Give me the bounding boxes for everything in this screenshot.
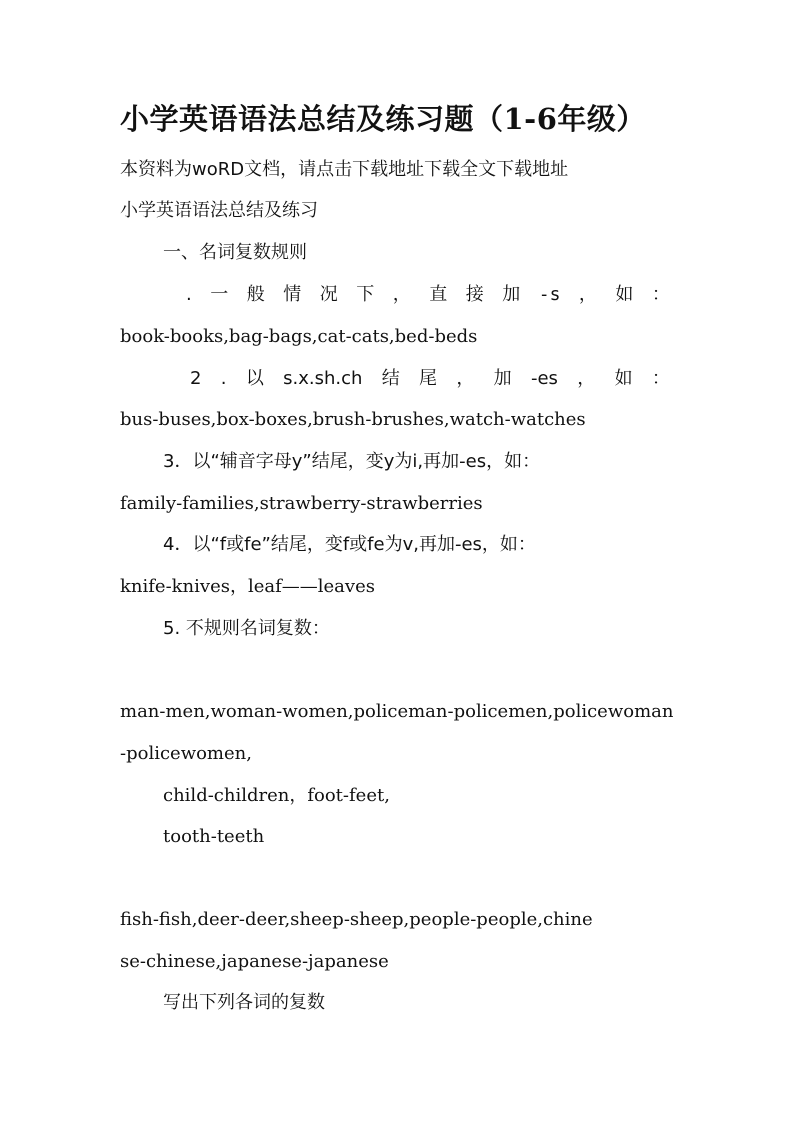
- rule2-token: s.x.sh.ch: [283, 368, 363, 389]
- rule1-token: -s: [538, 284, 561, 305]
- rule5-examples-line6: se-chinese,japanese-japanese: [120, 951, 389, 972]
- rule1-token: 般: [246, 284, 265, 305]
- rule2-token: -es: [530, 368, 558, 389]
- rule1-examples: book-books,bag-bags,cat-cats,bed-beds: [120, 326, 478, 347]
- rule2-token: ，: [577, 368, 596, 389]
- rule4-text: 4．以“f或fe”结尾，变f或fe为v,再加-es，如：: [163, 534, 536, 555]
- rule2-token: 2: [190, 368, 202, 389]
- rule1-line: [186, 283, 670, 307]
- rule2-token: 结: [381, 368, 400, 389]
- rule1-token: 接: [465, 284, 484, 305]
- rule5-examples-line5: fish-fish,deer-deer,sheep-sheep,people-people,chine: [120, 909, 593, 930]
- subtitle: 小学英语语法总结及练习: [120, 200, 318, 221]
- rule1-token: 下: [356, 284, 375, 305]
- section1-heading: 一、名词复数规则: [163, 242, 307, 263]
- rule1-token: 加: [502, 284, 521, 305]
- rule1-token: 如: [615, 284, 634, 305]
- rule3-examples: family-families,strawberry-strawberries: [120, 493, 483, 514]
- rule2-token: 以: [245, 368, 264, 389]
- exercise-heading: 写出下列各词的复数: [163, 992, 325, 1013]
- rule2-token: ：: [651, 368, 670, 389]
- rule1-token: ：: [651, 284, 670, 305]
- rule2-token: 尾: [419, 368, 438, 389]
- rule5-examples-line4: tooth-teeth: [163, 826, 265, 847]
- rule1-token: 一: [210, 284, 229, 305]
- document-title: 小学英语语法总结及练习题（1-6年级）: [120, 102, 646, 136]
- rule2-token: 加: [493, 368, 512, 389]
- rule1-token: ，: [578, 284, 597, 305]
- rule1-token: .: [186, 284, 192, 305]
- rule2-token: .: [220, 368, 227, 389]
- rule1-token: 直: [429, 284, 448, 305]
- rule2-line: [190, 367, 670, 391]
- rule1-token: 情: [283, 284, 302, 305]
- rule5-examples-line2: -policewomen,: [120, 743, 252, 764]
- rule4-examples: knife-knives，leaf——leaves: [120, 576, 375, 597]
- rule1-token: 况: [319, 284, 338, 305]
- rule2-token: ，: [456, 368, 475, 389]
- rule2-token: 如: [614, 368, 633, 389]
- rule5-examples-line3: child-children，foot-feet,: [163, 785, 390, 806]
- rule2-examples: bus-buses,box-boxes,brush-brushes,watch-watches: [120, 409, 586, 430]
- rule5-text: 5. 不规则名词复数：: [163, 618, 330, 639]
- rule3-text: 3．以“辅音字母y”结尾，变y为i,再加-es，如：: [163, 451, 541, 472]
- intro-line: 本资料为woRD文档，请点击下载地址下载全文下载地址: [120, 159, 569, 180]
- rule1-token: ，: [392, 284, 411, 305]
- rule5-examples-line1: man-men,woman-women,policeman-policemen,policewoman: [120, 701, 674, 722]
